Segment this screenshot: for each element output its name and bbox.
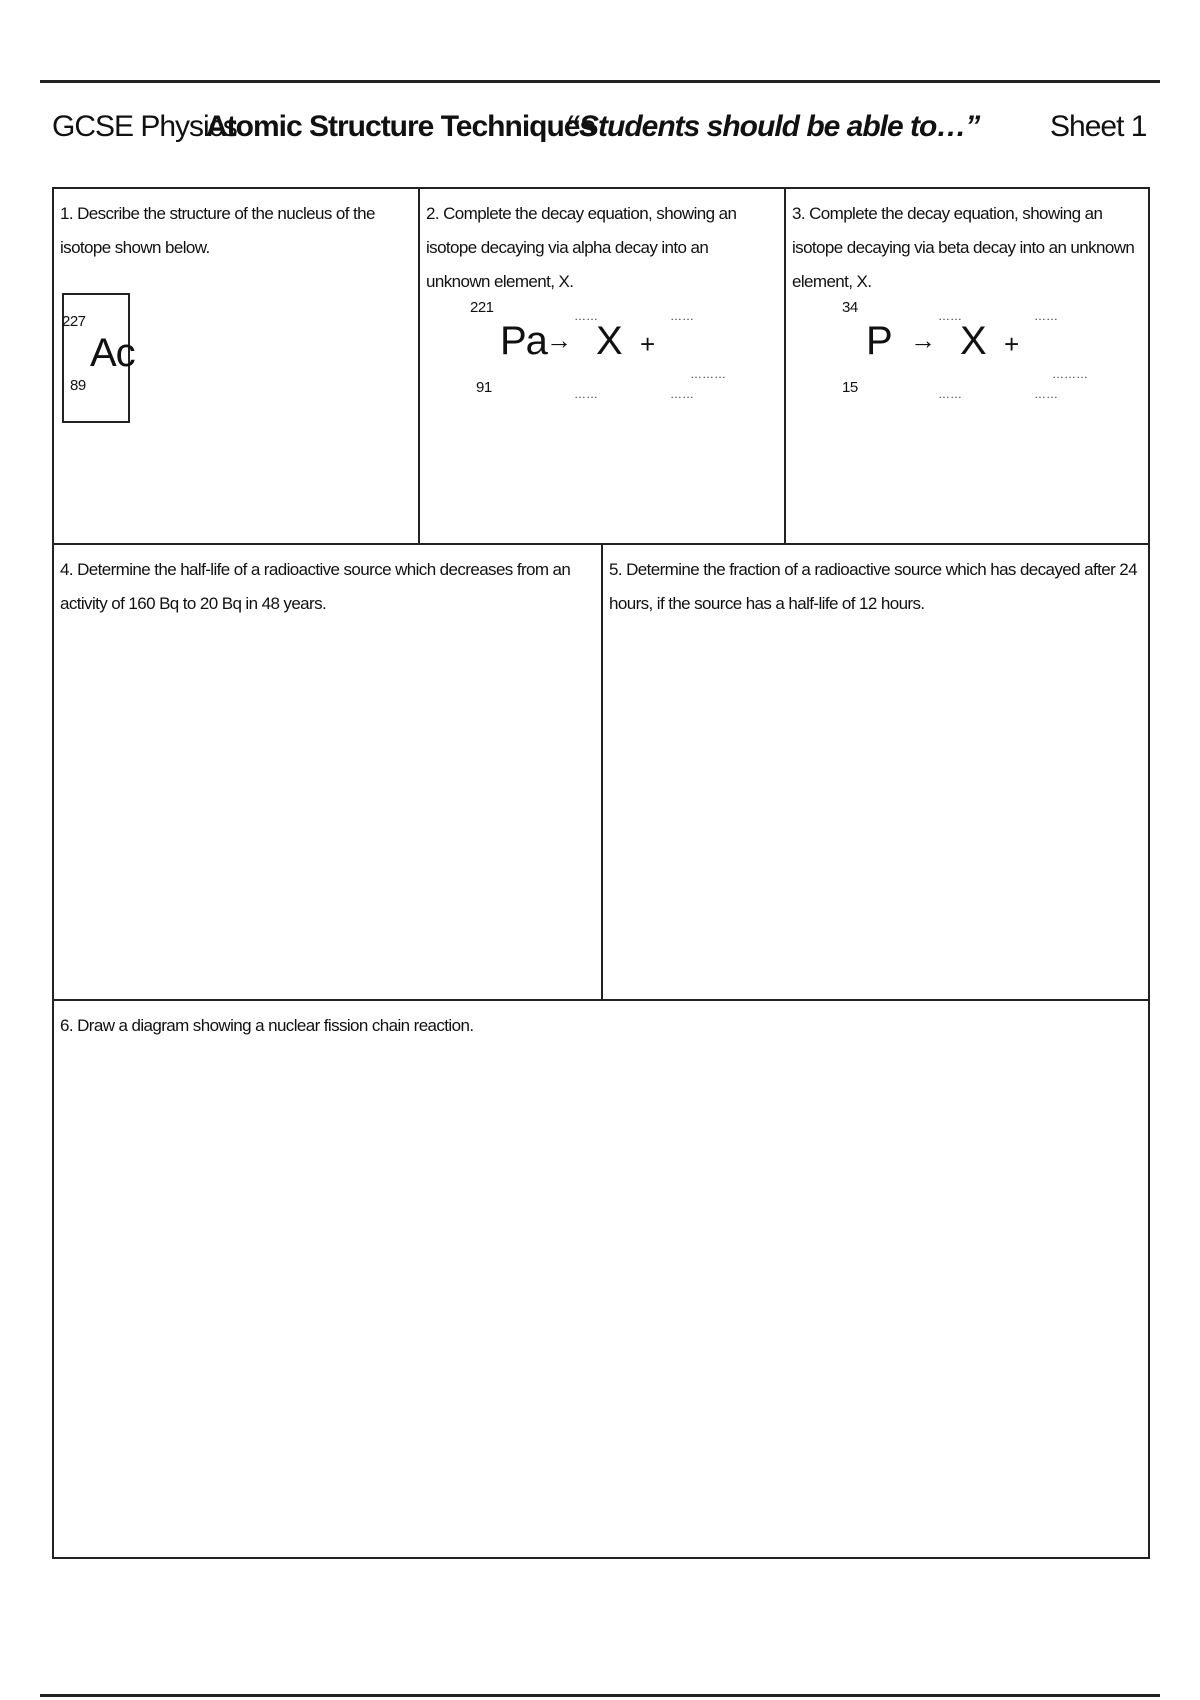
question-3-text: 3. Complete the decay equation, showing an isotope decaying via beta decay into an unknown element, X. [792,204,1135,291]
question-1-cell [54,189,420,545]
question-2-text: 2. Complete the decay equation, showing an isotope decaying via alpha decay into an unknown element, X. [426,204,737,291]
daughter-symbol: X [596,319,622,363]
particle-mass-blank: …… [670,309,694,323]
question-5-text: 5. Determine the fraction of a radioactive source which has decayed after 24 hours, if the source has a half-life of 12 hours. [609,560,1137,613]
question-6-text: 6. Draw a diagram showing a nuclear fission chain reaction. [60,1016,474,1035]
particle-atomic-blank: …… [670,387,694,401]
isotope-mass-number: 227 [62,313,86,330]
parent-symbol: Pa [500,319,547,363]
daughter-mass-blank: …… [574,309,598,323]
plus-sign: + [1004,329,1020,359]
isotope-box [62,293,135,423]
parent-mass-number: 221 [470,299,494,316]
question-4-text: 4. Determine the half-life of a radioactive source which decreases from an activity of 160 Bq to 20 Bq in 48 years. [60,560,571,613]
daughter-atomic-blank: …… [574,387,598,401]
question-3-cell [786,189,1148,545]
bottom-rule [40,1694,1160,1697]
question-4-cell [54,545,603,1001]
parent-symbol: P [866,319,892,363]
question-2-cell [420,189,786,545]
tagline: “Students should be able to…” [565,110,980,143]
daughter-mass-blank: …… [938,309,962,323]
subject-label: GCSE Physics [52,110,237,143]
particle-symbol-blank: ……… [1052,367,1088,381]
daughter-symbol: X [960,319,986,363]
plus-sign: + [640,329,656,359]
particle-mass-blank: …… [1034,309,1058,323]
question-6-cell [54,1001,1148,1557]
particle-symbol-blank: ……… [690,367,726,381]
question-5-cell [603,545,1148,1001]
question-1-text: 1. Describe the structure of the nucleus of the isotope shown below. [60,204,375,257]
parent-atomic-number: 91 [476,379,492,396]
parent-mass-number: 34 [842,299,858,316]
parent-atomic-number: 15 [842,379,858,396]
topic-title: Atomic Structure Techniques [206,110,596,143]
daughter-atomic-blank: …… [938,387,962,401]
decay-arrow: → [910,325,936,355]
decay-arrow: → [546,325,572,355]
worksheet-grid [52,187,1150,1559]
top-rule [40,80,1160,83]
particle-atomic-blank: …… [1034,387,1058,401]
isotope-symbol: Ac [90,331,135,375]
sheet-label: Sheet 1 [1050,110,1147,143]
isotope-atomic-number: 89 [70,377,86,394]
